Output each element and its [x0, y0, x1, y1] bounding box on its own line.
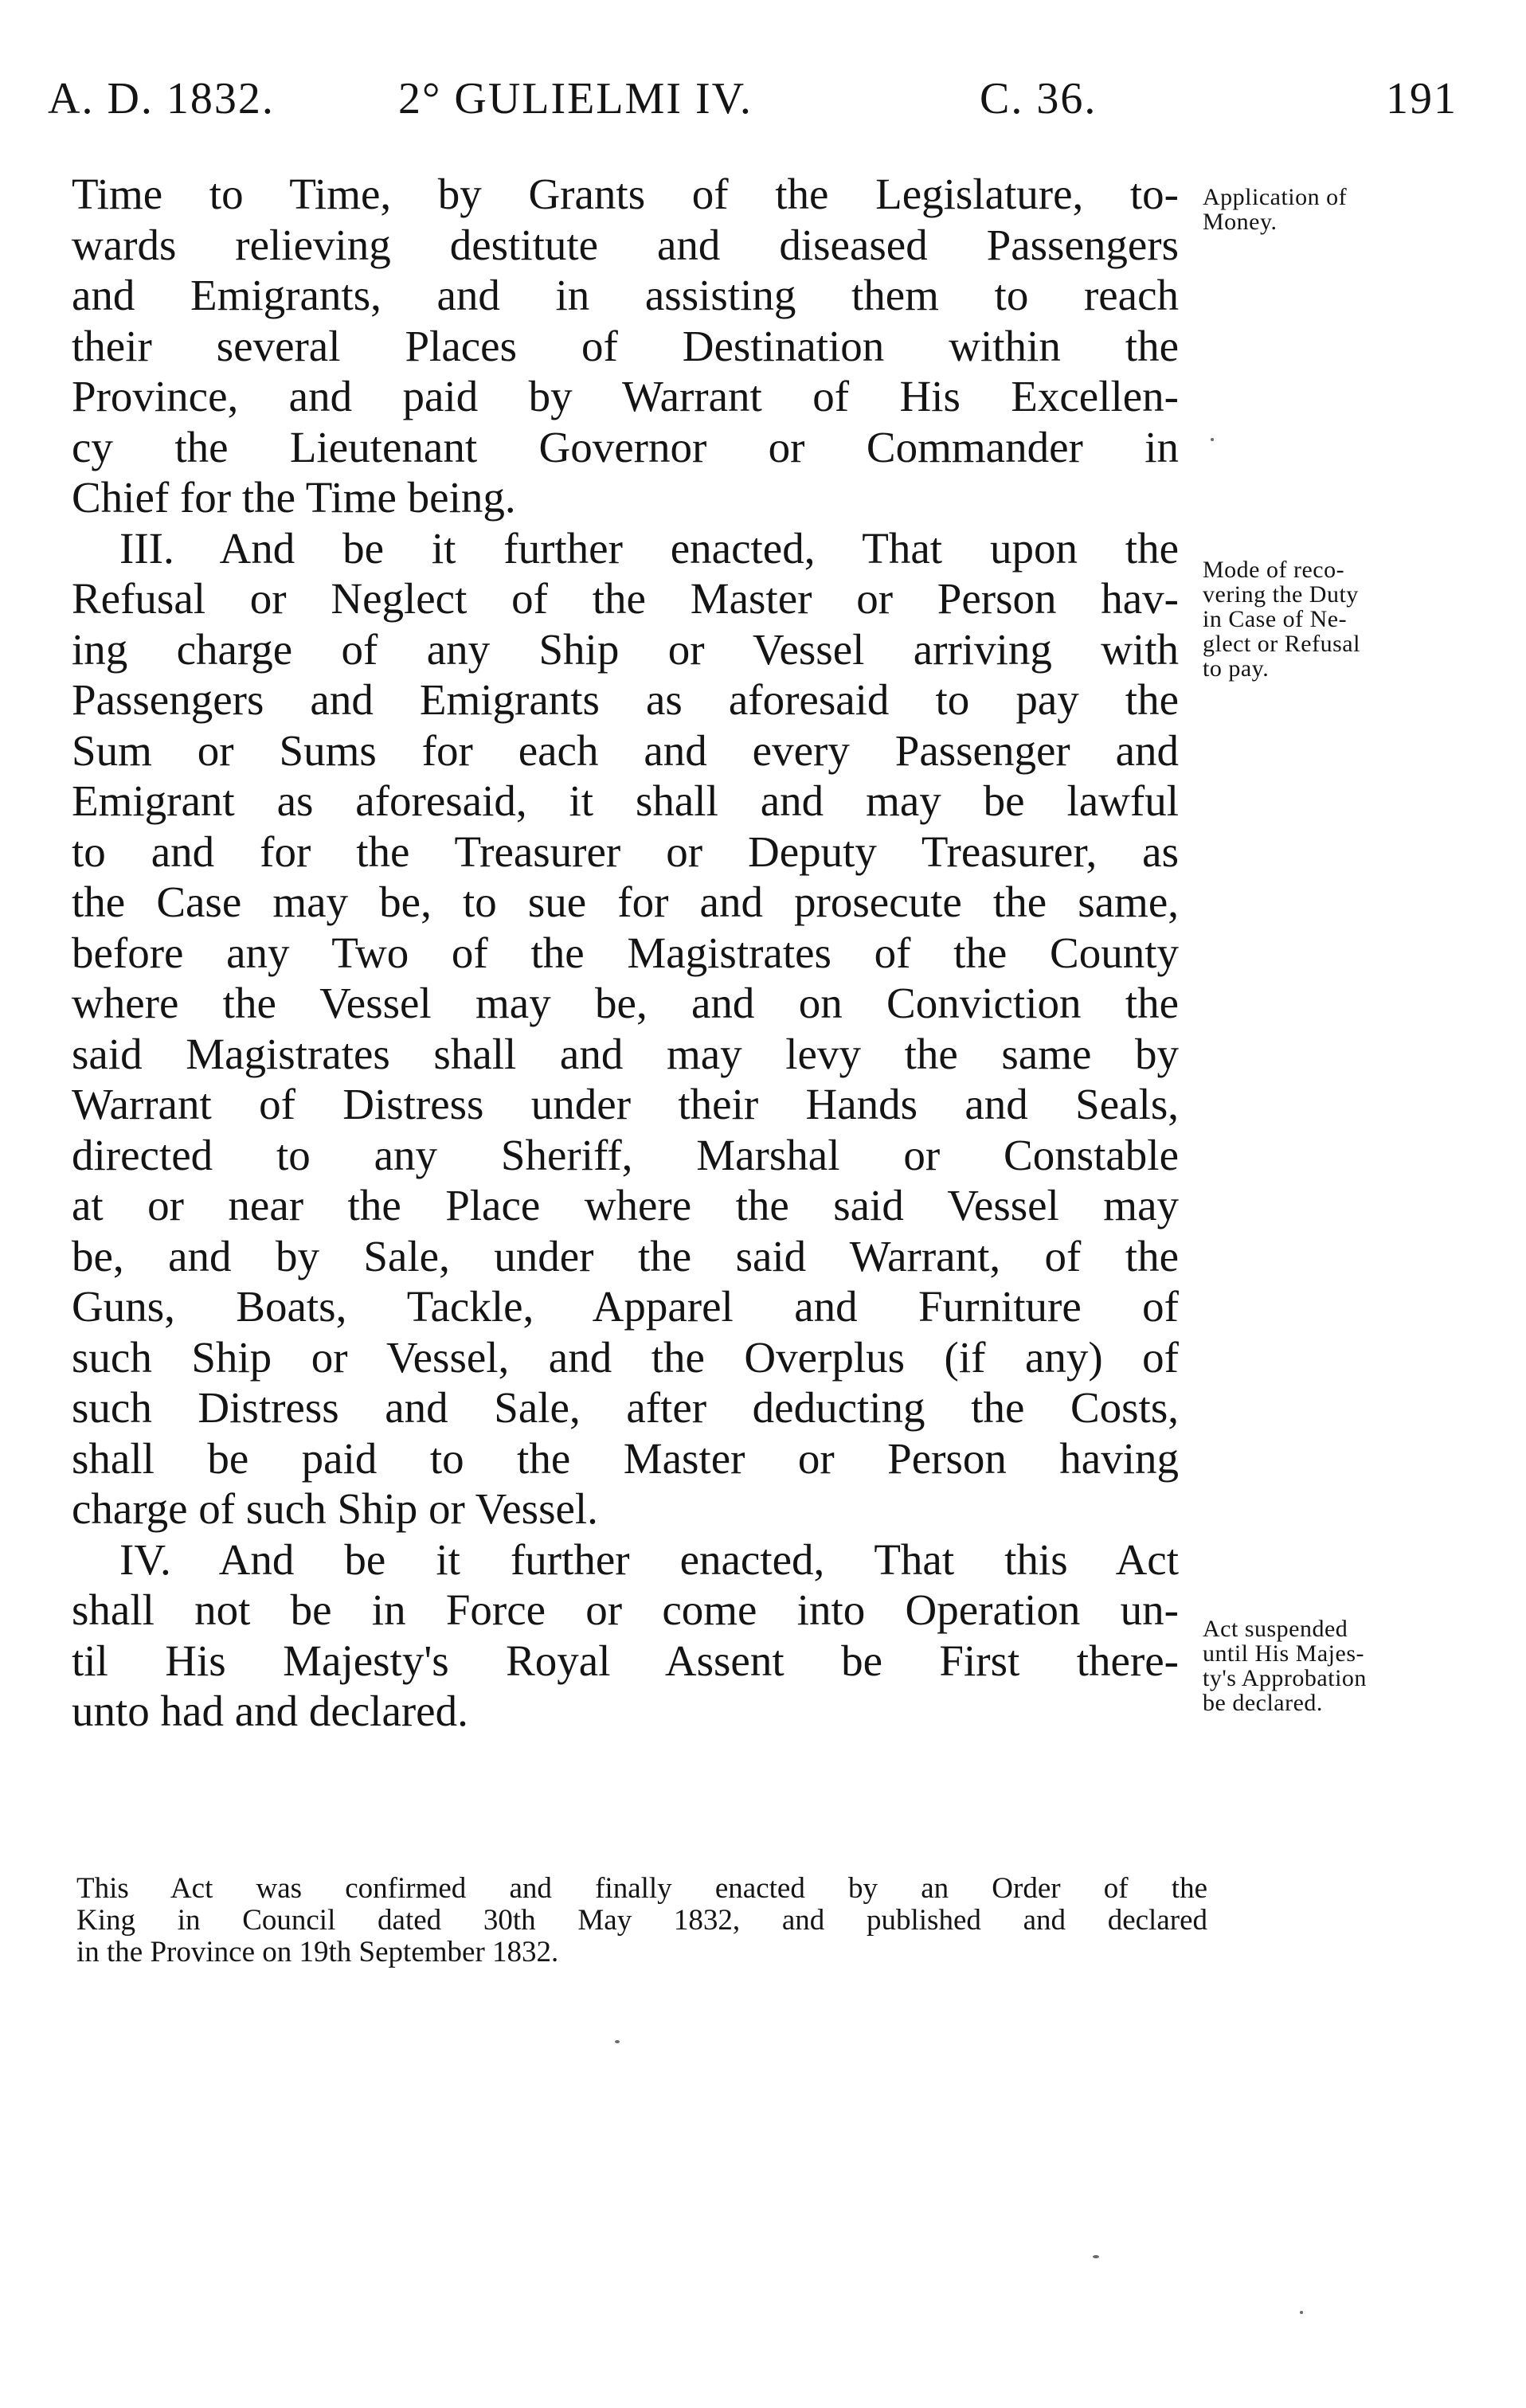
body-line: unto had and declared.	[72, 1687, 468, 1735]
body-line: their several Places of Destination within the	[72, 321, 1179, 370]
margin-note-mode-of-recovering	[1203, 557, 1505, 681]
body-line: charge of such Ship or Vessel.	[72, 1484, 598, 1533]
body-line: til His Majesty's Royal Assent be First there-	[72, 1636, 1179, 1685]
margin-note-line: in Case of Ne-	[1203, 606, 1348, 632]
body-line: Province, and paid by Warrant of His Excellen-	[72, 372, 1179, 420]
body-line: cy the Lieutenant Governor or Commander in	[72, 422, 1179, 471]
section-heading-line: III. And be it further enacted, That upon the	[119, 523, 1179, 573]
body-line: shall be paid to the Master or Person having	[72, 1433, 1179, 1483]
margin-note-line: Act suspended	[1203, 1616, 1348, 1642]
body-text	[72, 169, 1179, 1737]
header-reign: 2° GULIELMI IV.	[398, 74, 753, 123]
body-line: where the Vessel may be, and on Conviction the	[72, 979, 1179, 1027]
body-line: said Magistrates shall and may levy the same by	[72, 1029, 1179, 1078]
footnote-line: King in Council dated 30th May 1832, and published and declared	[76, 1904, 1207, 1937]
scan-speck	[1093, 2255, 1099, 2258]
body-line: wards relieving destitute and diseased Passengers	[72, 220, 1179, 269]
margin-note-line: ty's Approbation	[1203, 1665, 1367, 1691]
body-line: Chief for the Time being.	[72, 473, 516, 522]
body-line: shall not be in Force or come into Operation un-	[72, 1585, 1179, 1634]
header-year: A. D. 1832.	[48, 74, 275, 123]
body-line: be, and by Sale, under the said Warrant, of the	[72, 1231, 1179, 1280]
footnote-line: in the Province on 19th September 1832.	[76, 1936, 559, 1968]
body-line: and Emigrants, and in assisting them to reach	[72, 271, 1179, 319]
scan-speck	[1300, 2311, 1303, 2314]
margin-note-line: Mode of reco-	[1203, 557, 1345, 583]
body-line: Warrant of Distress under their Hands and Seals,	[72, 1080, 1179, 1128]
body-line: Refusal or Neglect of the Master or Person hav-	[72, 574, 1179, 623]
scan-speck	[1211, 438, 1214, 441]
body-line: such Distress and Sale, after deducting the Costs,	[72, 1383, 1179, 1432]
body-line: the Case may be, to sue for and prosecute the same,	[72, 878, 1179, 926]
footnote	[76, 1873, 1207, 1968]
body-line: Time to Time, by Grants of the Legislature, to-	[72, 170, 1179, 218]
page-number: 191	[1386, 74, 1458, 123]
margin-note-line: vering the Duty	[1203, 581, 1359, 608]
margin-note-line: be declared.	[1203, 1690, 1323, 1716]
body-line: ing charge of any Ship or Vessel arriving with	[72, 624, 1179, 674]
margin-note-line: Application of	[1203, 184, 1348, 210]
margin-note-line: glect or Refusal	[1203, 631, 1360, 657]
margin-note-application-of-money	[1203, 185, 1505, 234]
body-line: to and for the Treasurer or Deputy Treasurer, as	[72, 827, 1179, 876]
margin-note-act-suspended	[1203, 1616, 1505, 1715]
body-line: before any Two of the Magistrates of the County	[72, 928, 1179, 977]
body-line: Sum or Sums for each and every Passenger and	[72, 725, 1179, 775]
header-chapter: C. 36.	[980, 74, 1098, 123]
section-heading-line: IV. And be it further enacted, That this Act	[119, 1534, 1179, 1584]
scan-speck	[615, 2040, 620, 2043]
body-line: at or near the Place where the said Vessel may	[72, 1181, 1179, 1229]
body-line: such Ship or Vessel, and the Overplus (if any) of	[72, 1332, 1179, 1382]
margin-note-line: to pay.	[1203, 655, 1270, 682]
body-line: directed to any Sheriff, Marshal or Constable	[72, 1130, 1179, 1179]
margin-note-line: until His Majes-	[1203, 1640, 1364, 1667]
body-line: Emigrant as aforesaid, it shall and may be lawful	[72, 776, 1179, 825]
margin-note-line: Money.	[1203, 209, 1278, 235]
body-line: Guns, Boats, Tackle, Apparel and Furniture of	[72, 1282, 1179, 1331]
footnote-line: This Act was confirmed and finally enacted by an Order of the	[76, 1872, 1207, 1905]
body-line: Passengers and Emigrants as aforesaid to pay the	[72, 675, 1179, 724]
running-header	[48, 73, 1458, 137]
